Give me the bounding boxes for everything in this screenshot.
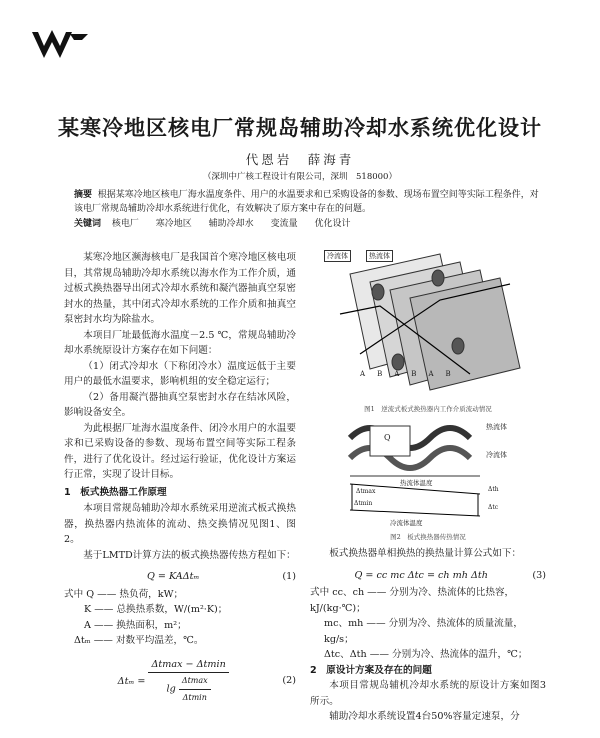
fig1-hot-label: 热流体 [366,250,393,262]
figure-2-caption: 图2 板式换热器传热情况 [390,533,466,541]
authors: 代恩岩 薛海青 [245,152,355,167]
equation-inner-num: Δtmax [179,673,211,690]
def-lead: 式中 [64,588,84,600]
equation-text: Q = cc mc Δtc = ch mh Δth [354,569,488,581]
equation-inner-den: Δtmin [182,692,207,702]
abstract-text: 根据某寒冷地区核电厂海水温度条件、用户的水温要求和已采购设备的参数、现场布置空间等实际工程条件，对该电厂常规岛辅助冷却水系统进行优化，有效解决了原方案中存在的问题。 [74,190,539,214]
definition: A —— 换热面积，m²； [84,619,187,631]
paragraph: 板式换热器单相换热的换热量计算公式如下： [329,548,522,559]
fig1-letter: B [445,370,463,378]
fig2-cold-label: 冷流体 [486,451,507,459]
keywords [74,216,542,229]
journal-logo-icon [30,28,90,62]
abstract [74,188,542,216]
left-column [64,250,296,707]
fig1-letter: B [377,370,395,378]
section-heading: 2 原设计方案及存在的问题 [310,664,432,676]
keywords-label: 关键词 [74,219,102,229]
keyword: 变流量 [270,219,298,229]
equation-numerator: Δtmax − Δtmin [148,657,228,674]
paragraph: 辅助冷却水系统设置4台50%容量定速泵，分 [329,711,520,722]
equation-3 [310,568,546,584]
keyword: 核电厂 [111,219,139,229]
page-title: 某寒冷地区核电厂常规岛辅助冷却水系统优化设计 [58,116,542,140]
figure-1 [320,244,540,404]
keyword: 辅助冷却水 [208,219,254,229]
keyword: 优化设计 [314,219,351,229]
keyword: 寒冷地区 [155,219,192,229]
definition: Δtc、Δth —— 分别为冷、热流体的温升，℃； [324,649,528,660]
paragraph: （1）闭式冷却水（下称闭冷水）温度远低于主要用户的最低水温要求，影响机组的安全稳定运行； [64,360,296,387]
equation-2 [64,657,296,706]
paragraph: 本项目常规岛辅助冷却水系统采用逆流式板式换热器，换热器内热流体的流动、热交换情况见图1、图2。 [64,503,296,545]
symbol-definitions [64,587,296,649]
fig1-cold-label: 冷流体 [324,250,351,262]
fig2-hot-temp-label: 热流体温度 [400,479,433,487]
definition: Δtₘ —— 对数平均温差，℃。 [74,635,204,646]
definition: 式中 cc、ch —— 分别为冷、热流体的比热容，kJ/(kg·℃)； [310,587,515,614]
fig2-dtmax: Δtmax [356,488,376,495]
equation-1 [64,569,296,585]
equation-number: (1) [282,571,296,582]
definition: K —— 总换热系数，W/(m²·K)； [84,604,228,615]
definition: Q —— 热负荷，kW； [86,588,184,600]
figure-1-caption: 图1 逆流式板式换热器内工作介质流动情况 [364,405,492,413]
paragraph: 本项目常规岛辅机冷却水系统的原设计方案如图3所示。 [310,680,546,707]
right-column [310,546,546,725]
fig2-dtc: Δtc [488,504,499,511]
equation-text: Q = KAΔtₘ [147,571,200,582]
fig1-letter: B [411,370,429,378]
paragraph: （2）备用凝汽器抽真空泵密封水存在结冰风险，影响设备安全。 [64,391,296,418]
abstract-label: 摘要 [74,190,93,200]
paragraph: 基于LMTD计算方法的板式换热器传热方程如下： [83,549,296,561]
fig2-dtmin: Δtmin [354,500,373,507]
fig1-letter: A [428,370,446,378]
fig1-letter: A [360,370,378,378]
heat-transfer-diagram [340,418,540,528]
affiliation: （深圳中广核工程设计有限公司，深圳 518000） [203,172,397,182]
equation-lhs: Δtₘ = [117,675,149,687]
fig2-q-label: Q [384,433,391,442]
section-heading: 1 板式换热器工作原理 [64,486,167,498]
fig2-dth: Δth [488,486,499,493]
fig2-cold-temp-label: 冷流体温度 [390,519,423,527]
equation-number: (2) [282,675,296,686]
definition: mc、mh —— 分别为冷、热流体的质量流量，kg/s； [324,618,523,645]
equation-lg: lg [166,683,176,695]
fig2-hot-label: 热流体 [486,423,507,431]
figure-2 [340,418,540,528]
paragraph: 某寒冷地区濒海核电厂是我国首个寒冷地区核电项目，其常规岛辅助冷却水系统以海水作为工作介质，通过板式换热器导出闭式冷却水系统和凝汽器抽真空泵密封水的热量，其中闭式冷却水系统的工作介质和抽真空泵密封水均为除盐水。 [64,252,296,325]
equation-number: (3) [532,569,546,581]
paragraph: 为此根据厂址海水温度条件、闭冷水用户的水温要求和已采购设备的参数、现场布置空间等实际工程条件，进行了优化设计。经过运行验证，优化设计方案运行正常，实现了设计目标。 [64,422,296,480]
fig1-letter: A [394,370,412,378]
paragraph: 本项目厂址最低海水温度－2.5 ℃，常规岛辅助冷却水系统原设计方案存在如下问题： [64,329,296,356]
